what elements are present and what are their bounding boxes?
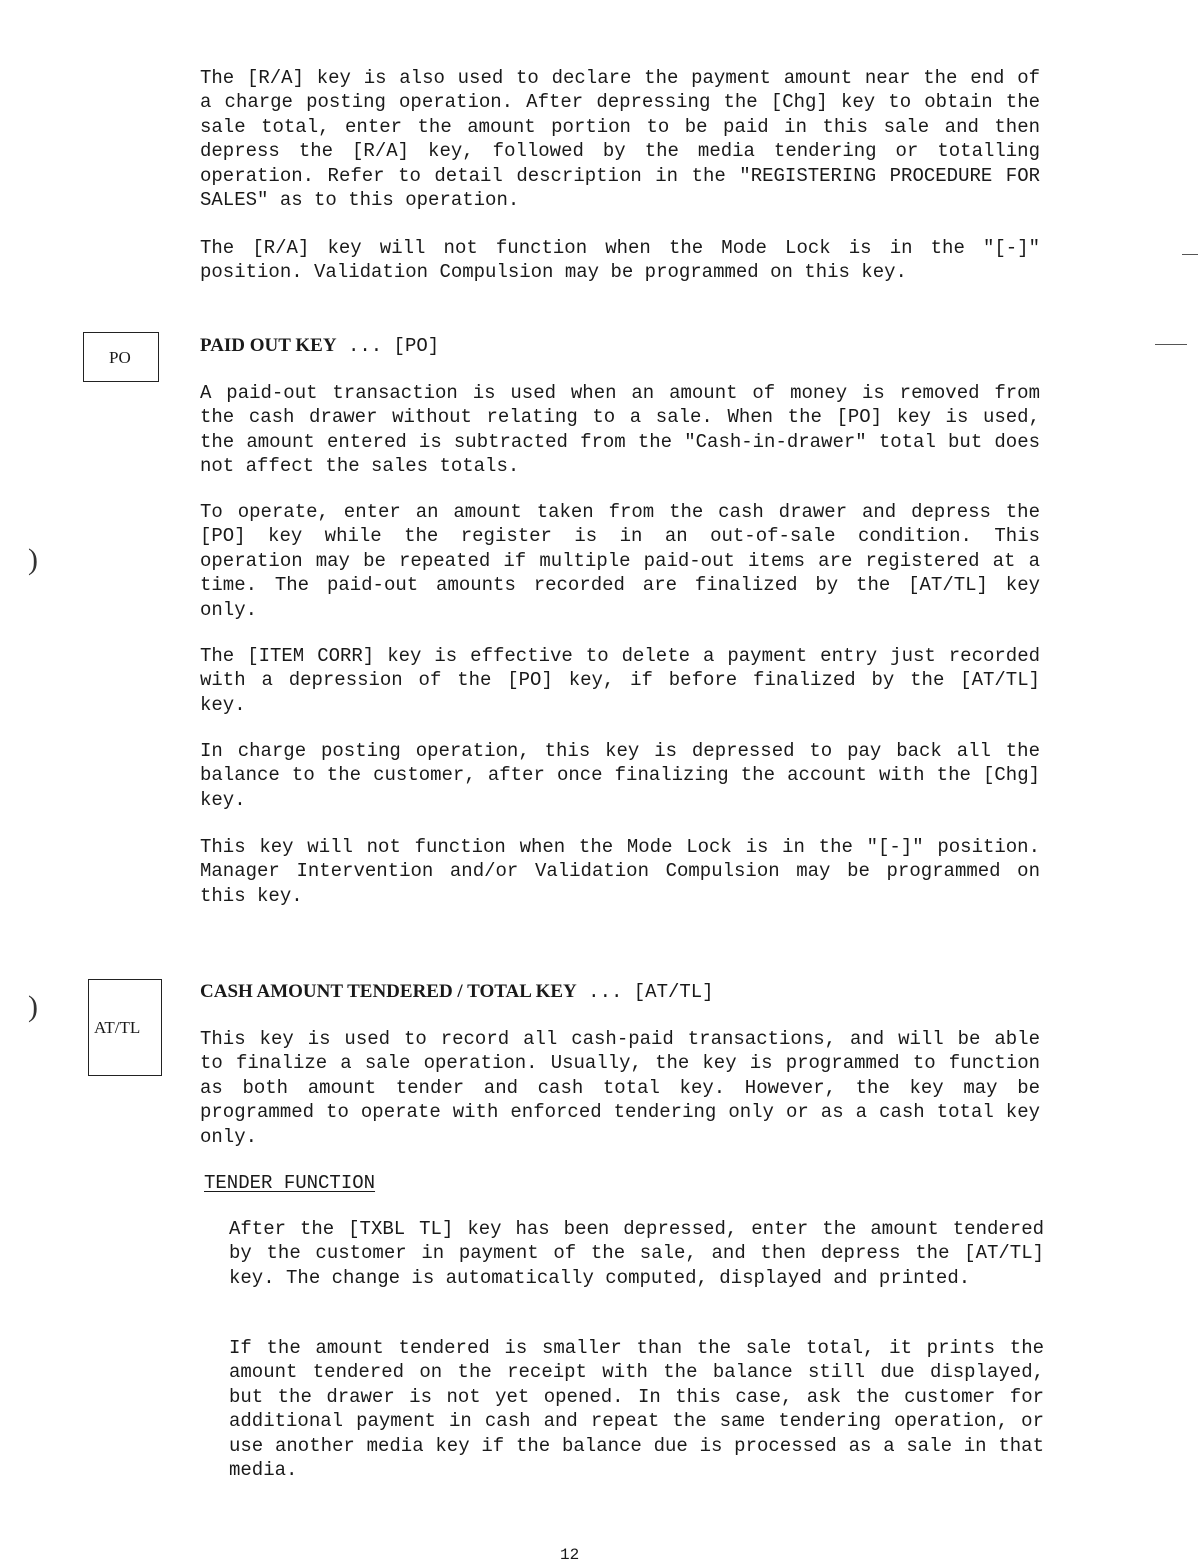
- ra-paragraph-1: The [R/A] key is also used to declare the payment amount near the end of a charge posting operation. After depressing the [Chg] key to obtain the sale total, enter the amount portion to be paid in this sale and then depress the [R/A] key, followed by the media tendering or totalling operation. Refer to detail description in the "REGISTERING PROCEDURE FOR SALES" as to this operation.: [200, 67, 1040, 212]
- po-key-box: [83, 332, 159, 382]
- attl-key-box: [88, 979, 162, 1076]
- attl-paragraph-1: This key is used to record all cash-paid transactions, and will be able to finalize a sale operation. Usually, the key is programmed to function as both amount tender and cash total key. However, the key may be programmed to operate with enforced tendering only or as a cash total key only.: [200, 1028, 1040, 1148]
- edge-dash: [1182, 254, 1198, 255]
- po-heading-title: PAID OUT KEY: [200, 335, 337, 356]
- tender-function-heading: TENDER FUNCTION: [204, 1172, 376, 1194]
- po-paragraph-4: In charge posting operation, this key is depressed to pay back all the balance to the customer, after once finalizing the account with the [Chg] key.: [200, 740, 1040, 811]
- po-paragraph-3: The [ITEM CORR] key is effective to delete a payment entry just recorded with a depression of the [PO] key, if before finalized by the [AT/TL] key.: [200, 645, 1040, 716]
- po-heading: [200, 334, 439, 358]
- ra-paragraph-2: The [R/A] key will not function when the Mode Lock is in the "[-]" position. Validation Compulsion may be programmed on this key.: [200, 237, 1040, 284]
- po-paragraph-5: This key will not function when the Mode Lock is in the "[-]" position. Manager Intervention and/or Validation Compulsion may be programmed on this key.: [200, 836, 1040, 907]
- tender-paragraph-2: If the amount tendered is smaller than the sale total, it prints the amount tendered on the receipt with the balance still due displayed, but the drawer is not yet opened. In this case, ask the customer for additional payment in cash and repeat the same tendering operation, or use another media key if the balance due is processed as a sale in that media.: [229, 1337, 1044, 1482]
- attl-heading-suffix: ... [AT/TL]: [576, 981, 714, 1003]
- po-paragraph-1: A paid-out transaction is used when an amount of money is removed from the cash drawer without relating to a sale. When the [PO] key is used, the amount entered is subtracted from the "Cash-in-drawer" total but does not affect the sales totals.: [200, 382, 1040, 478]
- margin-mark: ): [28, 543, 38, 576]
- attl-heading: [200, 980, 714, 1004]
- po-heading-suffix: ... [PO]: [336, 335, 440, 357]
- tender-paragraph-1: After the [TXBL TL] key has been depressed, enter the amount tendered by the customer in payment of the sale, and then depress the [AT/TL] key. The change is automatically computed, displayed and printed.: [229, 1218, 1044, 1289]
- po-paragraph-2: To operate, enter an amount taken from the cash drawer and depress the [PO] key while the register is in an out-of-sale condition. This operation may be repeated if multiple paid-out items are registered at a time. The paid-out amounts recorded are finalized by the [AT/TL] key only.: [200, 501, 1040, 621]
- attl-key-label: AT/TL: [94, 1018, 141, 1037]
- po-key-label: PO: [109, 348, 131, 367]
- attl-heading-title: CASH AMOUNT TENDERED / TOTAL KEY: [200, 981, 577, 1002]
- margin-mark: ): [28, 990, 38, 1023]
- page-number: 12: [560, 1546, 580, 1564]
- edge-dash: [1155, 344, 1187, 345]
